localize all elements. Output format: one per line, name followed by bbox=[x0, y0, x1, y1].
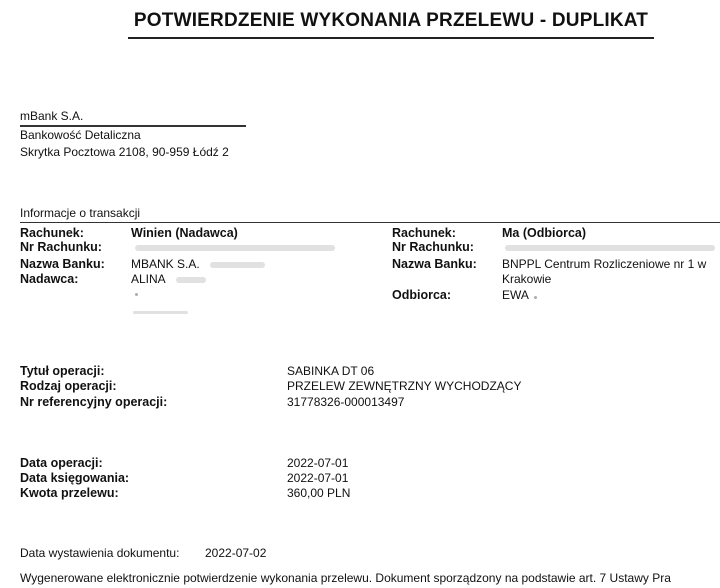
sender-account-number-label: Nr Rachunku: bbox=[20, 240, 102, 254]
amount-label: Kwota przelewu: bbox=[20, 486, 119, 500]
sender-value: ALINA bbox=[131, 272, 166, 286]
operation-type-value: PRZELEW ZEWNĘTRZNY WYCHODZĄCY bbox=[287, 379, 522, 393]
sender-bank-name-label: Nazwa Banku: bbox=[20, 257, 105, 271]
operation-type-label: Rodzaj operacji: bbox=[20, 379, 117, 393]
redacted-recipient-account-number bbox=[505, 245, 715, 251]
recipient-bank-name-line2: Krakowie bbox=[502, 272, 552, 286]
recipient-value: EWA bbox=[502, 288, 529, 302]
title-underline bbox=[128, 37, 654, 39]
recipient-account-number-label: Nr Rachunku: bbox=[392, 240, 474, 254]
recipient-bank-name-line1: BNPPL Centrum Rozliczeniowe nr 1 w bbox=[502, 257, 707, 271]
sender-label: Nadawca: bbox=[20, 272, 79, 286]
redacted-sender-address-line1 bbox=[135, 293, 138, 296]
operation-ref-value: 31778326-000013497 bbox=[287, 395, 405, 409]
bank-name-underline bbox=[20, 125, 246, 127]
redacted-recipient-surname bbox=[534, 296, 537, 299]
redacted-sender-surname bbox=[176, 277, 206, 283]
sender-bank-name-value: MBANK S.A. bbox=[131, 257, 200, 271]
operation-date-value: 2022-07-01 bbox=[287, 456, 349, 470]
bank-name: mBank S.A. bbox=[20, 109, 84, 123]
redacted-sender-address-line2 bbox=[133, 311, 188, 314]
issue-date-value: 2022-07-02 bbox=[205, 546, 267, 560]
sender-account-label: Rachunek: bbox=[20, 226, 84, 240]
operation-title-value: SABINKA DT 06 bbox=[287, 364, 375, 378]
booking-date-value: 2022-07-01 bbox=[287, 471, 349, 485]
amount-value: 360,00 PLN bbox=[287, 486, 351, 500]
operation-title-label: Tytuł operacji: bbox=[20, 364, 105, 378]
recipient-bank-name-label: Nazwa Banku: bbox=[392, 257, 477, 271]
recipient-label: Odbiorca: bbox=[392, 288, 452, 302]
operation-date-label: Data operacji: bbox=[20, 456, 103, 470]
transaction-section-rule bbox=[20, 222, 720, 223]
recipient-account-label: Rachunek: bbox=[392, 226, 456, 240]
transaction-section-title: Informacje o transakcji bbox=[20, 206, 141, 220]
recipient-account-value: Ma (Odbiorca) bbox=[502, 226, 587, 240]
operation-ref-label: Nr referencyjny operacji: bbox=[20, 395, 168, 409]
document-title: POTWIERDZENIE WYKONANIA PRZELEWU - DUPLIKAT bbox=[133, 10, 649, 31]
booking-date-label: Data księgowania: bbox=[20, 471, 130, 485]
footer-note: Wygenerowane elektronicznie potwierdzenie wykonania przelewu. Dokument sporządzony na podstawie art. 7 Ustawy Pra bbox=[20, 571, 671, 585]
redacted-sender-account-number bbox=[135, 245, 335, 251]
bank-department: Bankowość Detaliczna bbox=[20, 128, 141, 142]
issue-date-label: Data wystawienia dokumentu: bbox=[20, 546, 180, 560]
redacted-sender-bank-extra bbox=[210, 262, 265, 268]
sender-account-value: Winien (Nadawca) bbox=[131, 226, 238, 240]
bank-address: Skrytka Pocztowa 2108, 90-959 Łódź 2 bbox=[20, 145, 229, 159]
